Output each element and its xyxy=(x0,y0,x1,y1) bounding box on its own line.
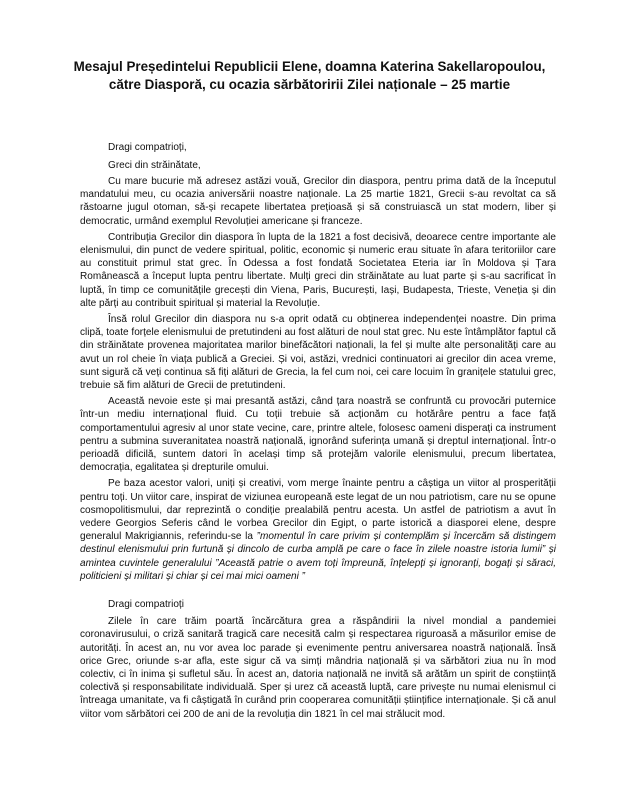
title-line-1: Mesajul Președintelui Republicii Elene, doamna Katerina Sakellaropoulou, xyxy=(73,59,546,74)
paragraph-3: Însă rolul Grecilor din diaspora nu s-a oprit odată cu obținerea independenței noastre. Din prima clipă, toate forțele elenismului de pretutindeni au fost alături de noul stat grec. Nu este întâmplător faptul că din străinătate provenea majoritatea marilor binefăcători naționali, la fel și multe alte personalități care au avut un rol cheie în viața publică a Greciei. Și voi, astăzi, vrednici continuatori ai grecilor din acea vreme, sunt sigură că veți continua să fiți alături de Grecia, la fel cum noi, cei care locuim în granițele statului grec, trebuie să fim alături de Grecii de pretutindeni. xyxy=(80,314,556,392)
title-line-2: către Diasporă, cu ocazia sărbătoririi Zilei naționale – 25 martie xyxy=(108,77,511,92)
document-title xyxy=(40,58,579,94)
paragraph-5 xyxy=(80,477,556,583)
paragraph-1: Cu mare bucurie mă adresez astăzi vouă, Grecilor din diaspora, pentru prima dată de la începutul mandatului meu, cu ocazia aniversării noastre naționale. La 25 martie 1821, Grecii s-au revoltat ca să răstoarne jugul otoman, să-și recapete libertatea prețioasă și să construiască un stat modern, liber și democratic, urmând exemplul Revoluției americane și franceze. xyxy=(80,176,556,227)
paragraph-2: Contribuția Grecilor din diaspora în lupta de la 1821 a fost decisivă, deoarece centre importante ale elenismului, din punct de vedere spiritual, politic, economic și numeric erau situate în afara teritoriilor care au constituit primul stat grec. În Odessa a fost fondată Societatea Eteria iar în Moldova și Țara Românească a început lupta pentru libertate. Mulți greci din străinătate au luat parte și s-au sacrificat în luptă, în timp ce comunitățile grecești din Viena, Paris, București, Iași, Budapesta, Trieste, Veneția și din alte părți au contribuit spiritual și material la Revoluție. xyxy=(80,231,556,309)
paragraph-6: Zilele în care trăim poartă încărcătura grea a răspândirii la nivel mondial a pandemiei coronavirusului, o criză sanitară tragică care necesită calm și respectarea riguroasă a măsurilor emise de autorități. În acest an, nu vor avea loc parade și evenimente pentru aniversarea noastră națională. Însă orice Grec, oriunde s-ar afla, este sigur că va simți mândria națională și va sărbători ziua nu în mod colectiv, ci în inima și sufletul său. În acest an, datoria națională ne invită să arătăm un spirit de conștiință colectivă și responsabilitate individuală. Sper și urez că această luptă, care privește nu numai elenismul ci întreaga umanitate, va fi câștigată în curând prin cooperarea comunității științifice internaționale. Și că anul viitor vom sărbători cei 200 de ani de la revoluția din 1821 în cel mai strălucit mod. xyxy=(80,616,556,720)
paragraph-4: Această nevoie este și mai presantă astăzi, când țara noastră se confruntă cu provocări puternice într-un mediu internațional fluid. Cu toții trebuie să acționăm cu hotărâre pentru a face față comportamentului agresiv al unor state vecine, care, printre altele, folosesc oameni disperați ca instrument pentru a submina suveranitatea noastră națională, ignorând suferința umană și dreptul internațional. Într-o perioadă dificilă, suntem datori în același timp să protejăm valorile elenismului, precum libertatea, democrația, egalitatea și drepturile omului. xyxy=(80,396,556,474)
second-salutation: Dragi compatrioți xyxy=(108,599,184,611)
document-body xyxy=(80,140,556,724)
paragraph-5-quote: ”momentul în care privim și contemplăm și încercăm să distingem destinul elenismului prin furtună și dincolo de curba amplă pe care o face în zilele noastre istoria lumii” și amintea cuvintele generalului ”Această patrie o avem toți împreună, înțelepți și ignoranți, bogați și săraci, politicieni și militari și chiar și cei mai mici oameni ” xyxy=(80,531,557,582)
paragraph-5-text: Pe baza acestor valori, uniți și creativi, vom merge înainte pentru a câștiga un viitor al prosperității pentru toți. Un viitor care, inspirat de viziunea europeană este legat de un nou patriotism, care nu se opune cosmopolitismului, dar reprezintă o condiție prealabilă pentru acesta. Un astfel de patriotism a avut în vedere Georgios Seferis când le vorbea Grecilor din Egipt, o parte istorică a diasporei elene, despre generalul Makrigiannis, referindu-se la xyxy=(80,478,556,543)
salutation-line-1: Dragi compatrioți, xyxy=(108,142,187,153)
salutation-line-2: Greci din străinătate, xyxy=(108,159,201,171)
